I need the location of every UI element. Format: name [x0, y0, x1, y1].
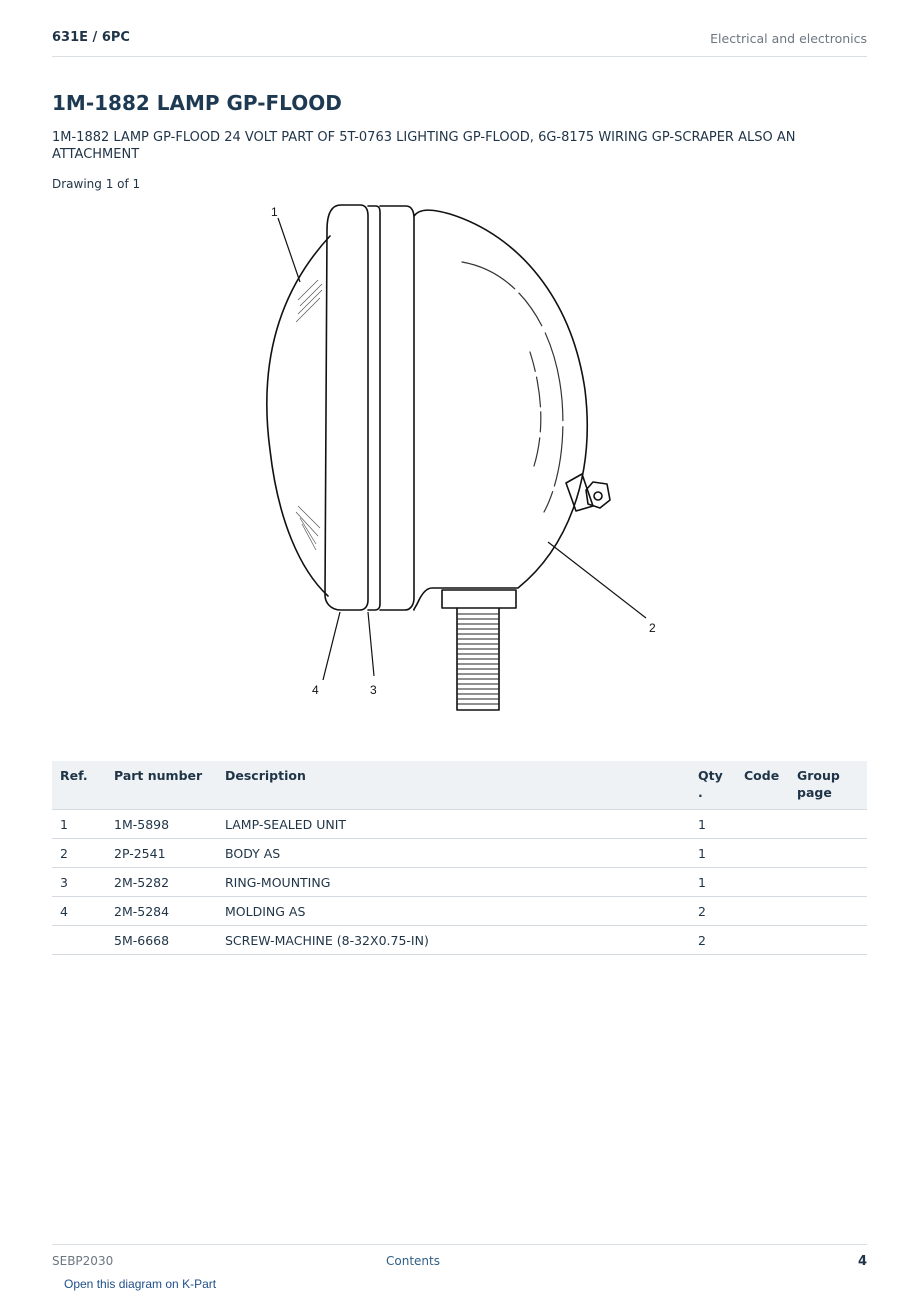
table-row — [52, 926, 867, 955]
row-code — [736, 926, 789, 955]
header-description: Description — [217, 761, 690, 810]
row-ref: 1 — [52, 810, 106, 839]
parts-table — [52, 761, 867, 955]
lamp-drawing — [200, 200, 720, 725]
row-ref: 3 — [52, 868, 106, 897]
row-ref: 4 — [52, 897, 106, 926]
header-code: Code — [736, 761, 789, 810]
part-description: 1M-1882 LAMP GP-FLOOD 24 VOLT PART OF 5T-0763 LIGHTING GP-FLOOD, 6G-8175 WIRING GP-SCRAPER ALSO AN ATTACHMENT — [52, 130, 796, 162]
row-group-page — [789, 897, 867, 926]
callout-4: 4 — [312, 683, 319, 697]
table-row — [52, 810, 867, 839]
header-qty: Qty . — [690, 761, 736, 810]
kpart-diagram-link[interactable]: Open this diagram on K-Part — [64, 1277, 217, 1291]
row-description: SCREW-MACHINE (8-32X0.75-IN) — [217, 926, 690, 955]
row-code — [736, 810, 789, 839]
row-part-number: 2P-2541 — [106, 839, 217, 868]
row-code — [736, 868, 789, 897]
row-part-number: 2M-5284 — [106, 897, 217, 926]
row-code — [736, 839, 789, 868]
contents-link[interactable]: Contents — [386, 1254, 440, 1268]
table-row — [52, 897, 867, 926]
row-description: BODY AS — [217, 839, 690, 868]
row-description: LAMP-SEALED UNIT — [217, 810, 690, 839]
row-qty: 2 — [690, 926, 736, 955]
drawing-caption: Drawing 1 of 1 — [52, 177, 141, 191]
section-label: Electrical and electronics — [710, 31, 867, 46]
row-description: RING-MOUNTING — [217, 868, 690, 897]
row-qty: 2 — [690, 897, 736, 926]
row-ref — [52, 926, 106, 955]
row-code — [736, 897, 789, 926]
row-description: MOLDING AS — [217, 897, 690, 926]
row-ref: 2 — [52, 839, 106, 868]
page-footer — [52, 1244, 867, 1275]
row-group-page — [789, 810, 867, 839]
row-part-number: 5M-6668 — [106, 926, 217, 955]
header-group-page: Group page — [789, 761, 867, 810]
callout-3: 3 — [370, 683, 377, 697]
page-header — [52, 28, 867, 57]
lamp-illustration — [200, 200, 720, 725]
callout-1: 1 — [271, 205, 278, 219]
model-label: 631E / 6PC — [52, 30, 130, 45]
table-row — [52, 839, 867, 868]
row-group-page — [789, 926, 867, 955]
table-row — [52, 868, 867, 897]
page-number: 4 — [857, 1254, 867, 1269]
row-group-page — [789, 868, 867, 897]
row-part-number: 1M-5898 — [106, 810, 217, 839]
table-header-row — [52, 761, 867, 810]
callout-2: 2 — [649, 621, 656, 635]
row-group-page — [789, 839, 867, 868]
row-part-number: 2M-5282 — [106, 868, 217, 897]
header-ref: Ref. — [52, 761, 106, 810]
row-qty: 1 — [690, 839, 736, 868]
row-qty: 1 — [690, 868, 736, 897]
header-part-number: Part number — [106, 761, 217, 810]
document-id: SEBP2030 — [52, 1254, 114, 1268]
page-title: 1M-1882 LAMP GP-FLOOD — [52, 91, 342, 115]
row-qty: 1 — [690, 810, 736, 839]
